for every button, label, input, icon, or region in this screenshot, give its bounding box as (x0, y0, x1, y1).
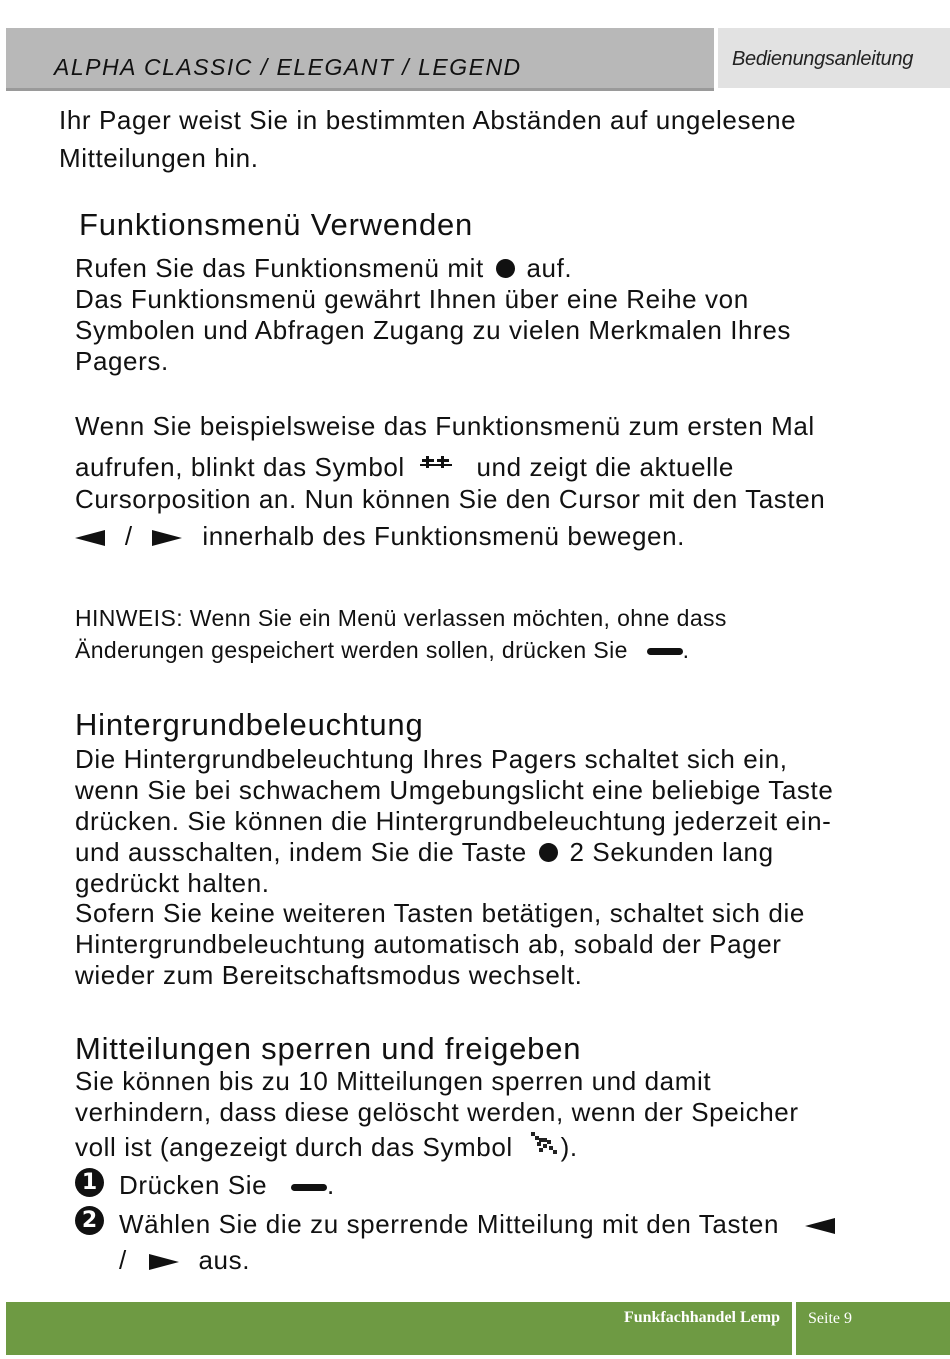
memory-full-icon (529, 1130, 561, 1161)
section-title-hintergrund: Hintergrundbeleuchtung (75, 707, 424, 742)
footer-page-bar (796, 1302, 950, 1355)
footer-page-number: Seite 9 (808, 1310, 852, 1327)
hintergrund-line-8: wieder zum Bereitschaftsmodus wechselt. (75, 960, 583, 990)
hintergrund-line-7: Hintergrundbeleuchtung automatisch ab, sobald der Pager (75, 929, 782, 959)
minus-key-icon (291, 1184, 327, 1191)
hintergrund-line-3: drücken. Sie können die Hintergrundbeleuchtung jederzeit ein- (75, 806, 832, 836)
header-doc-title: Bedienungsanleitung (732, 48, 914, 70)
funktionsmenue-line-3: Symbolen und Abfragen Zugang zu vielen Merkmalen Ihres (75, 315, 792, 345)
left-arrow-key-icon (805, 1218, 835, 1234)
hintergrund-line-6: Sofern Sie keine weiteren Tasten betätigen, schaltet sich die (75, 898, 805, 928)
funktionsmenue-line-1: Rufen Sie das Funktionsmenü mit auf. (75, 253, 573, 283)
step-1 (75, 1168, 104, 1197)
hintergrund-line-2: wenn Sie bei schwachem Umgebungslicht eine beliebige Taste (75, 775, 834, 805)
intro-line-2: Mitteilungen hin. (59, 143, 259, 173)
funktionsmenue-line-8: / innerhalb des Funktionsmenü bewegen. (75, 521, 685, 552)
hinweis-line-2: Änderungen gespeichert werden sollen, drücken Sie . (75, 637, 690, 663)
funktionsmenue-line-4: Pagers. (75, 346, 169, 376)
cursor-symbol-icon (419, 448, 459, 479)
hintergrund-line-4: und ausschalten, indem Sie die Taste 2 Sekunden lang (75, 837, 774, 867)
footer-company-bar (6, 1302, 792, 1355)
step-number-icon: 2 (75, 1206, 104, 1235)
footer-company: Funkfachhandel Lemp (623, 1309, 780, 1326)
hinweis-line-1: HINWEIS: Wenn Sie ein Menü verlassen möchten, ohne dass (75, 605, 727, 631)
step-2-text-cont: / aus. (119, 1245, 251, 1275)
left-arrow-key-icon (75, 530, 105, 546)
funktionsmenue-line-5: Wenn Sie beispielsweise das Funktionsmenü zum ersten Mal (75, 411, 815, 441)
minus-key-icon (647, 648, 683, 655)
header-title-bar (6, 28, 714, 91)
sperren-line-1: Sie können bis zu 10 Mitteilungen sperren und damit (75, 1066, 712, 1096)
hintergrund-line-5: gedrückt halten. (75, 868, 270, 898)
intro-line-1: Ihr Pager weist Sie in bestimmten Abständen auf ungelesene (59, 105, 797, 135)
funktionsmenue-line-6: aufrufen, blinkt das Symbol und zeigt die aktuelle (75, 448, 734, 483)
section-title-sperren: Mitteilungen sperren und freigeben (75, 1031, 582, 1066)
header-model-title: ALPHA CLASSIC / ELEGANT / LEGEND (54, 54, 522, 80)
step-2-text: Wählen Sie die zu sperrende Mitteilung mit den Tasten (119, 1209, 835, 1240)
right-arrow-key-icon (152, 530, 182, 546)
dot-key-icon (539, 843, 558, 862)
hintergrund-line-1: Die Hintergrundbeleuchtung Ihres Pagers schaltet sich ein, (75, 744, 788, 774)
header-doc-bar (718, 28, 950, 88)
section-title-funktionsmenue: Funktionsmenü Verwenden (79, 207, 474, 242)
sperren-line-2: verhindern, dass diese gelöscht werden, wenn der Speicher (75, 1097, 799, 1127)
right-arrow-key-icon (149, 1254, 179, 1270)
step-1-text: Drücken Sie . (119, 1170, 335, 1200)
funktionsmenue-line-7: Cursorposition an. Nun können Sie den Cursor mit den Tasten (75, 484, 826, 514)
dot-key-icon (496, 259, 515, 278)
sperren-line-3: voll ist (angezeigt durch das Symbol ). (75, 1132, 578, 1162)
funktionsmenue-line-2: Das Funktionsmenü gewährt Ihnen über eine Reihe von (75, 284, 749, 314)
step-number-icon: 1 (75, 1168, 104, 1197)
step-2 (75, 1206, 104, 1235)
